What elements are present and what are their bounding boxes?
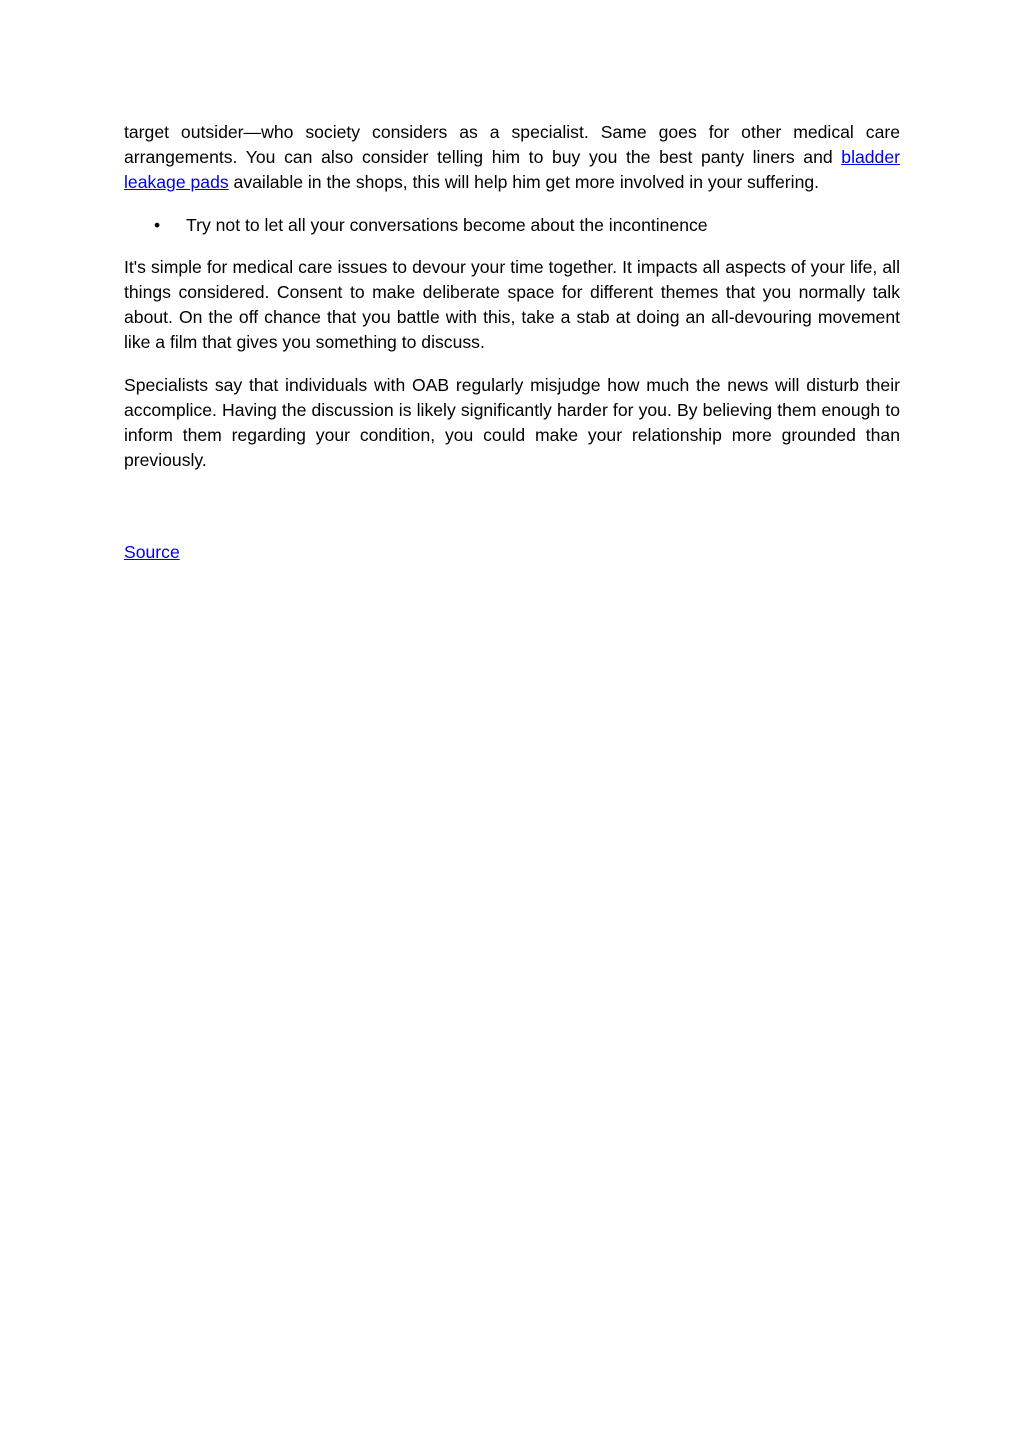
list-item-text: Try not to let all your conversations become about the incontinence [186,214,708,235]
source-link[interactable]: Source [124,542,180,563]
paragraph-text-after-link: available in the shops, this will help him get more involved in your suffering. [228,172,820,193]
bladder-leakage-pads-link[interactable]: bladder leakage pads [124,147,900,193]
document-page [124,120,900,583]
paragraph-text-before-link: target outsider—who society considers as a specialist. Same goes for other medical care arrangements. You can also consider telling him to buy you the best panty liners and [124,122,900,168]
list-item [124,213,900,238]
bullet-icon: • [154,214,161,235]
paragraph-specialists: Specialists say that individuals with OAB regularly misjudge how much the news will disturb their accomplice. Having the discussion is likely significantly harder for you. By believing them enough to inform them regarding your condition, you could make your relationship more grounded than previously. [124,374,900,471]
spacer [124,490,900,540]
paragraph-shared-time: It's simple for medical care issues to devour your time together. It impacts all aspects of your life, all things considered. Consent to make deliberate space for different themes that you normally talk about. On the off chance that you battle with this, take a stab at doing an all-devouring movement like a film that gives you something to discuss. [124,256,900,353]
bullet-list [124,213,900,238]
source-line [124,540,900,565]
paragraph-partner-involvement [124,120,900,196]
